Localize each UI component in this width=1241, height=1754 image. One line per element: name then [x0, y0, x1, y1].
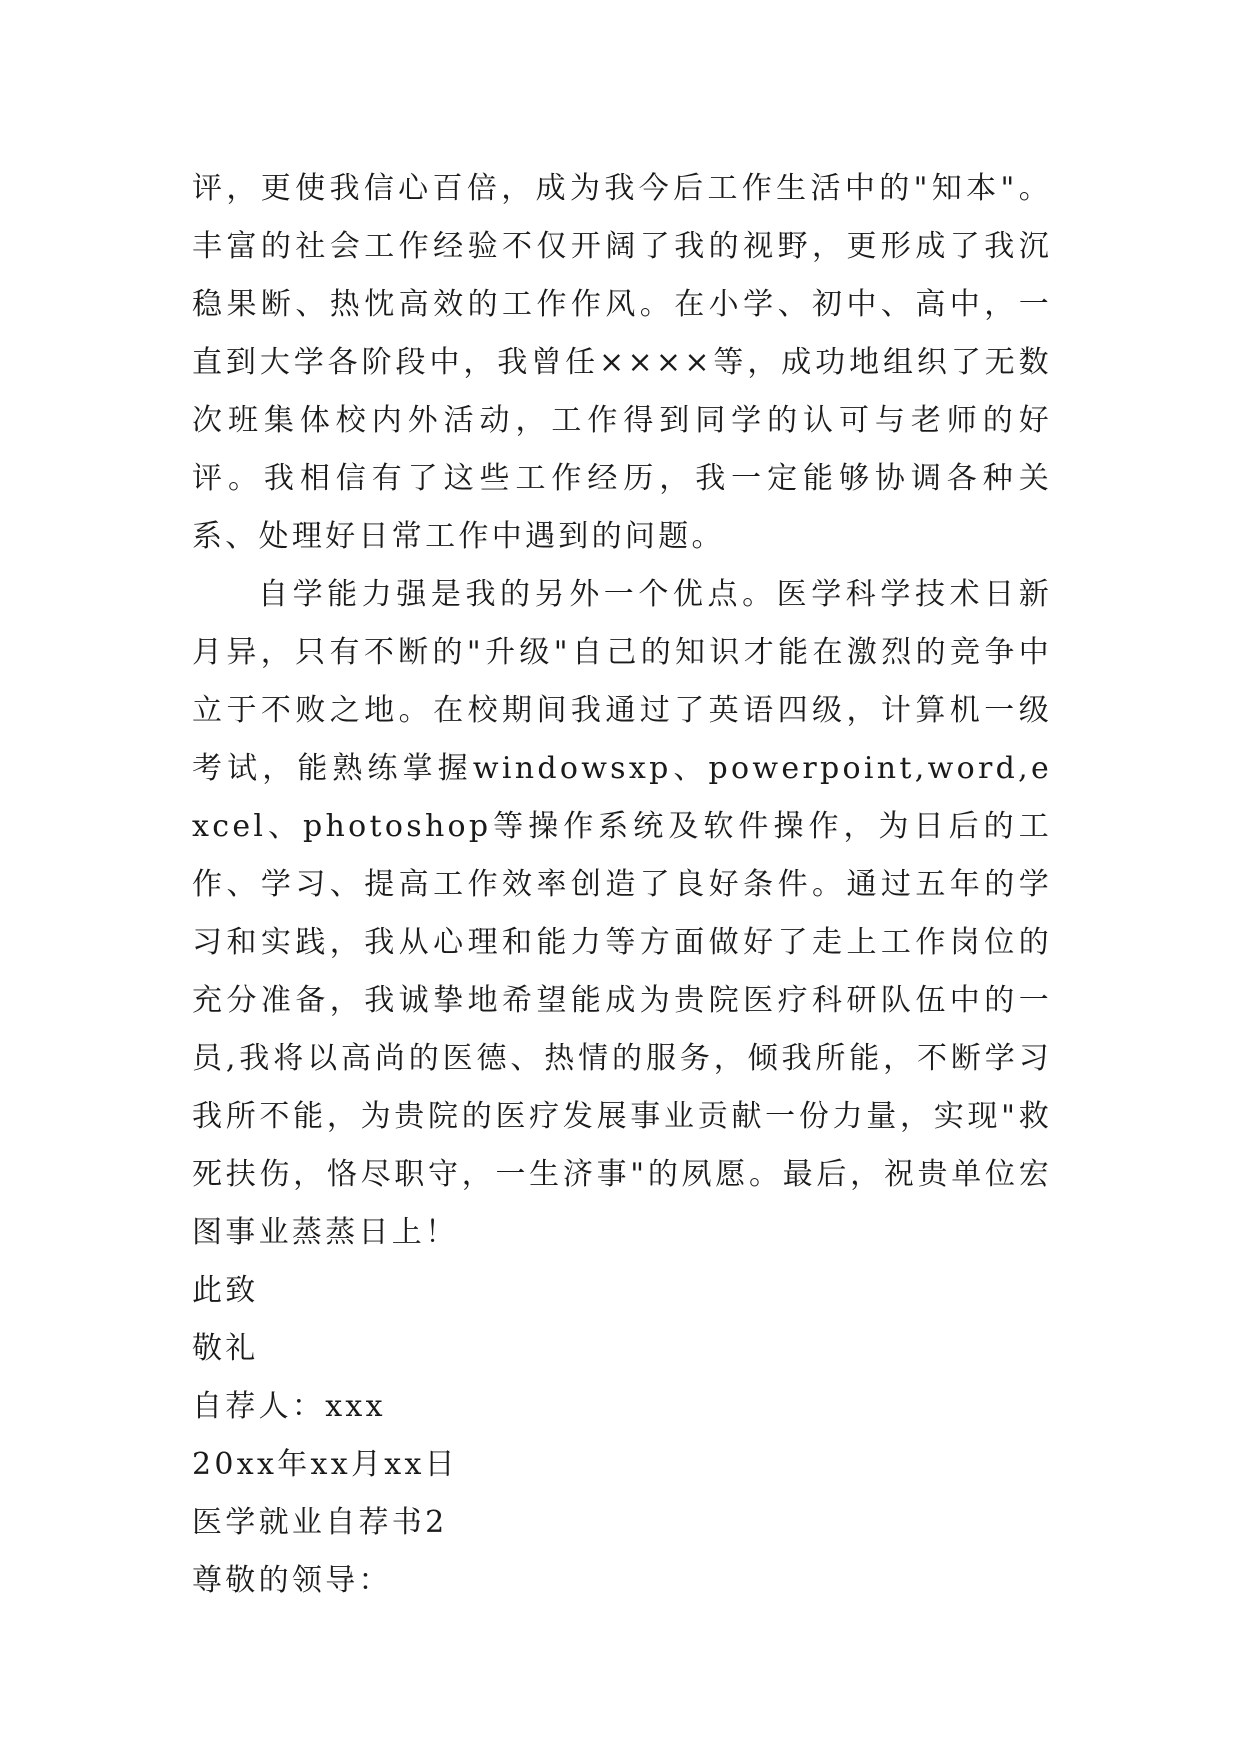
closing-phrase: 此致	[192, 1273, 259, 1308]
letter-body	[192, 160, 1052, 1610]
closing-salute: 敬礼	[192, 1331, 259, 1366]
date-line: 20xx年xx月xx日	[192, 1447, 458, 1482]
next-letter-greeting: 尊敬的领导：	[192, 1563, 392, 1598]
signer-line: 自荐人：xxx	[192, 1389, 386, 1424]
paragraph-work-experience: 评，更使我信心百倍，成为我今后工作生活中的"知本"。丰富的社会工作经验不仅开阔了我的视野，更形成了我沉稳果断、热忱高效的工作作风。在小学、初中、高中，一直到大学各阶段中，我曾任××××等，成功地组织了无数次班集体校内外活动，工作得到同学的认可与老师的好评。我相信有了这些工作经历，我一定能够协调各种关系、处理好日常工作中遇到的问题。	[192, 171, 1052, 554]
next-letter-title: 医学就业自荐书2	[192, 1505, 448, 1540]
paragraph-self-learning: 自学能力强是我的另外一个优点。医学科学技术日新月异，只有不断的"升级"自己的知识才能在激烈的竞争中立于不败之地。在校期间我通过了英语四级，计算机一级考试，能熟练掌握windowsxp、powerpoint,word,excel、photoshop等操作系统及软件操作，为日后的工作、学习、提高工作效率创造了良好条件。通过五年的学习和实践，我从心理和能力等方面做好了走上工作岗位的充分准备，我诚挚地希望能成为贵院医疗科研队伍中的一员,我将以高尚的医德、热情的服务，倾我所能，不断学习我所不能，为贵院的医疗发展事业贡献一份力量，实现"救死扶伤，恪尽职守，一生济事"的夙愿。最后，祝贵单位宏图事业蒸蒸日上！	[192, 577, 1052, 1250]
